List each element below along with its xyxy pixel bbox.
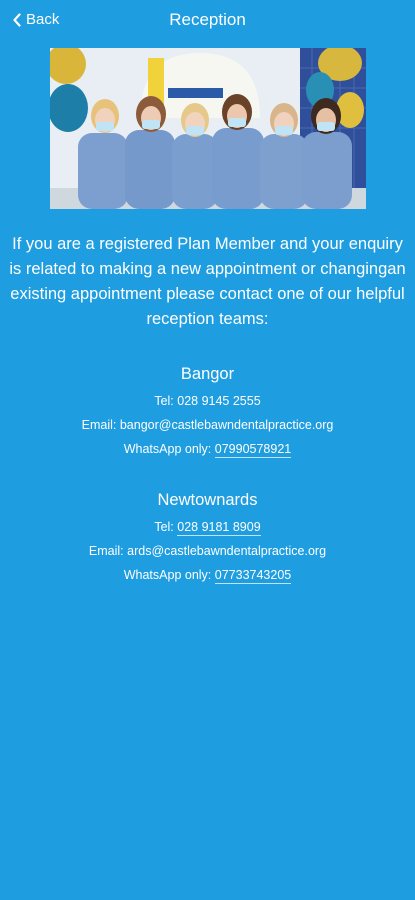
branch-newtownards (0, 489, 415, 587)
whatsapp-label: WhatsApp only: (123, 568, 212, 582)
whatsapp-line (0, 563, 415, 587)
email-link[interactable]: ards@castlebawndentalpractice.org (127, 544, 327, 558)
tel-line (0, 515, 415, 539)
whatsapp-link[interactable]: 07733743205 (214, 568, 292, 582)
email-line (0, 413, 415, 437)
email-label: Email: (81, 418, 117, 432)
intro-text: If you are a registered Plan Member and your enquiry is related to making a new appointment or changingan existing appointment please contact one of our helpful reception teams: (9, 235, 406, 328)
email-label: Email: (88, 544, 124, 558)
whatsapp-line (0, 437, 415, 461)
email-link[interactable]: bangor@castlebawndentalpractice.org (119, 418, 334, 432)
tel-label: Tel: (154, 520, 174, 534)
navigation-bar (0, 0, 415, 42)
email-line (0, 539, 415, 563)
branch-name: Newtownards (157, 491, 258, 509)
back-label: Back (26, 11, 60, 28)
page-title: Reception (169, 10, 246, 29)
tel-link[interactable]: 028 9181 8909 (177, 520, 261, 534)
tel-label: Tel: (154, 394, 174, 408)
tel-line (0, 389, 415, 413)
whatsapp-label: WhatsApp only: (123, 442, 212, 456)
reception-team-photo (50, 48, 366, 209)
branch-bangor (0, 363, 415, 461)
branch-name: Bangor (180, 365, 235, 383)
tel-link[interactable]: 028 9145 2555 (177, 394, 261, 408)
whatsapp-link[interactable]: 07990578921 (214, 442, 292, 456)
